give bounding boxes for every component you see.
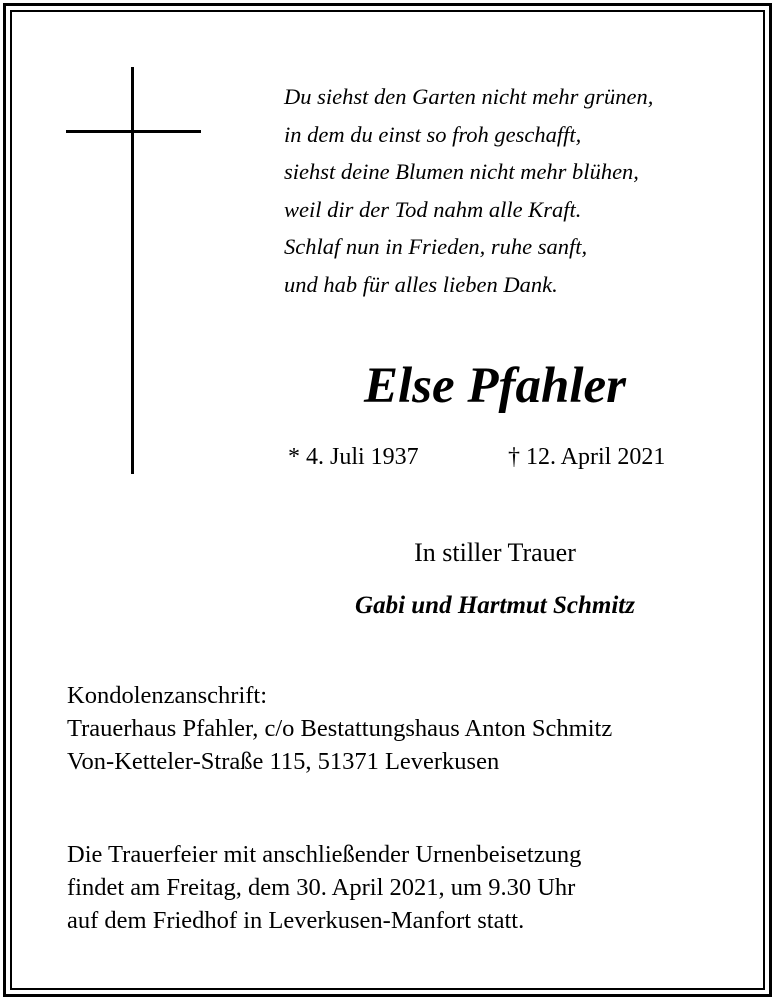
condolence-line: Kondolenzanschrift: bbox=[67, 682, 268, 709]
deceased-name: Else Pfahler bbox=[363, 358, 627, 414]
ceremony-line: Die Trauerfeier mit anschließender Urnenbeisetzung bbox=[67, 841, 582, 868]
mourners-names: Gabi und Hartmut Schmitz bbox=[355, 592, 635, 619]
mourning-phrase: In stiller Trauer bbox=[414, 538, 576, 567]
poem-line: siehst deine Blumen nicht mehr blühen, bbox=[284, 159, 639, 184]
poem bbox=[284, 78, 653, 303]
death-date: † 12. April 2021 bbox=[508, 444, 666, 470]
poem-line: Du siehst den Garten nicht mehr grünen, bbox=[284, 84, 654, 109]
birth-date: * 4. Juli 1937 bbox=[288, 444, 419, 470]
condolence-address bbox=[67, 679, 612, 778]
poem-line: Schlaf nun in Frieden, ruhe sanft, bbox=[284, 234, 588, 259]
condolence-line: Trauerhaus Pfahler, c/o Bestattungshaus Anton Schmitz bbox=[67, 715, 613, 742]
poem-line: in dem du einst so froh geschafft, bbox=[284, 121, 582, 147]
poem-line: und hab für alles lieben Dank. bbox=[284, 271, 558, 297]
ceremony-info bbox=[67, 838, 581, 937]
ceremony-line: auf dem Friedhof in Leverkusen-Manfort statt. bbox=[67, 907, 525, 934]
condolence-line: Von-Ketteler-Straße 115, 51371 Leverkusen bbox=[67, 748, 500, 775]
poem-line: weil dir der Tod nahm alle Kraft. bbox=[284, 196, 582, 222]
ceremony-line: findet am Freitag, dem 30. April 2021, um 9.30 Uhr bbox=[67, 874, 576, 901]
cross-icon-crossbar bbox=[66, 130, 201, 133]
